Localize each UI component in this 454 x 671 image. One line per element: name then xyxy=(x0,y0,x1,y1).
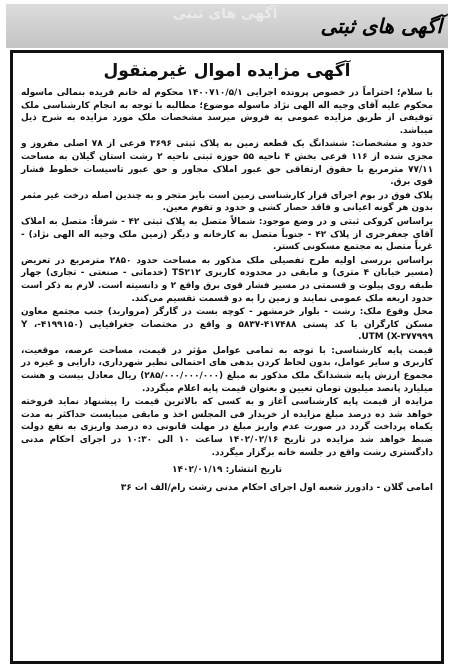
notice-paragraph: براساس کروکی ثبتی و در وضع موجود: شمالاً متصل به پلاک ثبتی ۴۲ - شرقاً: متصل به املاک آقای جعفرجری از پلاک ۴۲ - جنوباً متصل به کارخانه و دیگر (زمین ملک وجیه اله الهی نژاد) - غرباً متصل به مجتمع مسکونی کستر. xyxy=(21,216,434,253)
signature-line: امامی گلان - دادورز شعبه اول اجرای احکام مدنی رشت رام/الف ات ۳۶ xyxy=(120,483,433,494)
notice-paragraph: مزایده از قیمت پایه کارشناسی آغاز و به کسی که بالاترین قیمت را پیشنهاد نماید فروخته خواهد شد ده درصد مبلغ مزایده از خریدار فی المجلس اخذ و مابقی میبایست حداکثر به مدت یکماه پرداخت گردد در صورت عدم واریز مبلغ در مهلت قانونی ده درصد واریزی به نفع دولت ضبط خواهد شد مزایده در تاریخ ۱۴۰۲/۰۲/۱۶ ساعت ۱۰ الی ۱۰:۳۰ در اجرای احکام مدنی دادگستری رشت واقع در جلسه خانه برگزار میگردد. xyxy=(21,397,433,458)
notice-paragraph: قیمت پایه کارشناسی: با توجه به تمامی عوامل مؤثر در قیمت، مساحت عرصه، موقعیت، کاربری و سایر عوامل، بدون لحاظ کردن بدهی های احتمالی نظیر شهرداری، دارایی و غیره در مجموع ارزش پایه ششدانگ ملک مذکور به مبلغ (۲۸۵/۰۰۰/۰۰۰/۰۰۰) ریال معادل بیست و هشت میلیارد پانصد میلیون تومان تعیین و بعنوان قیمت پایه اعلام میگردد. xyxy=(21,345,433,394)
publish-date: تاریخ انتشار: ۱۴۰۲/۰۱/۱۹ xyxy=(171,465,283,476)
notice-paragraph: پلاک فوق در بوم اجرای قرار کارشناسی زمین است بایر متجر و به چندین اصله درخت غیر مثمر بدون هر گونه اعیانی و فاقد حصار کشی و حدود و تقوم معین. xyxy=(21,190,433,214)
notice-paragraph: حدود و مشخصات: ششدانگ یک قطعه زمین به پلاک ثبتی ۳۶۹۶ فرعی از ۷۸ اصلی مفروز و مجزی شده از ۱۱۶ فرعی بخش ۴ ناحیه ۵۵ حوزه ثبتی ناحیه ۲ رشت استان گیلان به مساحت ۷۷/۱۱ مترمربع با حقوق ارتفاقی حق عبور املاک مجاور و حق عبور تاسیسات خطوط فشار قوی برق. xyxy=(21,139,434,188)
notice-paragraph: محل وقوع ملک: رشت - بلوار خرمشهر - کوچه بست در گارگر (مروارید) جنب مجتمع معاون مسکن کارگران با کد پستی ۴۱۷۴۸۸-۵۸۳۷ و واقع در مختصات جغرافیایی (۴۱۹۹۱۵۰-Y ، X-۳۷۷۹۹۹) UTM. xyxy=(21,307,433,343)
header-title: آگهی های ثبتی xyxy=(320,14,442,38)
notice-paragraph: براساس بررسی اولیه طرح تفصیلی ملک مذکور به مساحت حدود ۲۸۵۰ مترمربع در تعریض (مسیر خیابان ۴ متری) و مابقی در محدوده کاربری TS۲۱۲ (خدماتی - صنعتی - تجاری) جهار طبقه روی پیلوت و قسمتی در مسیر فشار قوی برق واقع ۲ و دانسیته است. لازم به ذکر است حدود اربعه ملک عمومی نمایند و زمین را به دو قسمت تقسیم می‌کند. xyxy=(21,255,434,304)
notice-paragraph: با سلام؛ احتراماً در خصوص پرونده اجرایی ۱۴۰۰۷۱۰/۵/۱ محکوم له خانم فریده بنمالی ماسوله محکوم علیه آقای وجیه اله الهی نژاد ماسوله موضوع؛ مطالبه با توجه به انجام کارشناسی ملک توقیفی از طریق مزایده عمومی به فروش میرسد مشخصات ملک مورد مزایده به شرح ذیل میباشد. xyxy=(21,88,433,136)
header-ghost-text: آگهی های ثبتی xyxy=(172,6,278,22)
notice-frame xyxy=(10,50,444,664)
notice-title: آگهی مزایده اموال غیرمنقول xyxy=(103,61,351,81)
